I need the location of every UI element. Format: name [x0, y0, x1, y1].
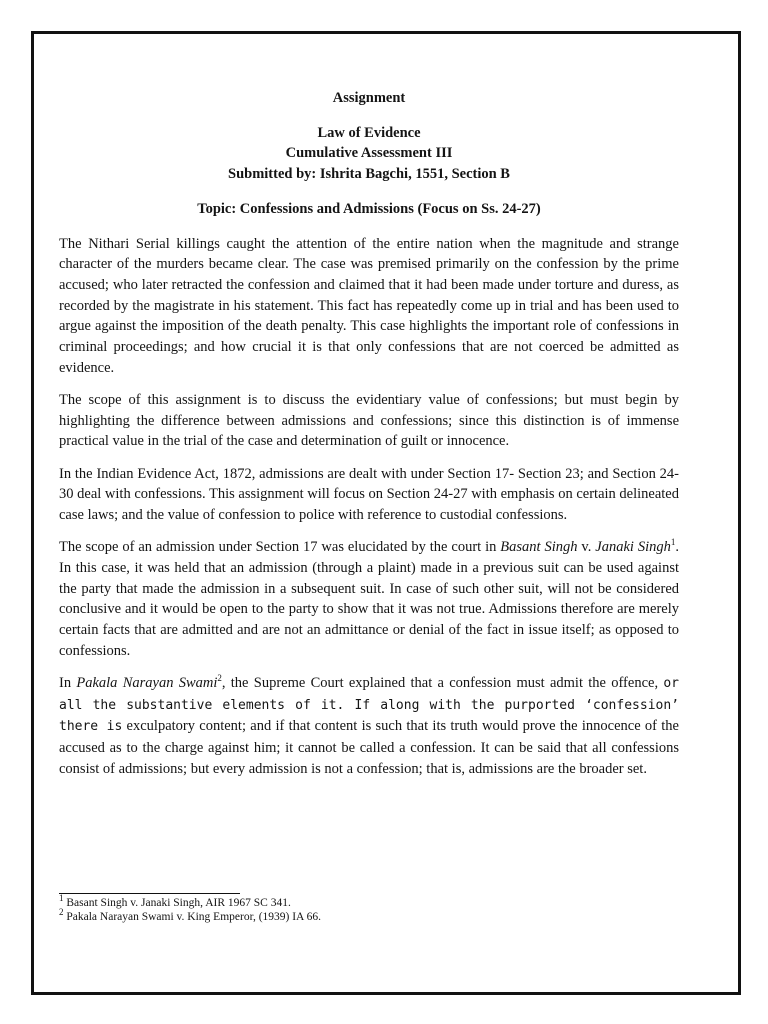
text-run: The scope of an admission under Section 17 was elucidated by the court in [59, 539, 501, 556]
case-name-basant: Basant Singh [500, 539, 578, 556]
paragraph-scope: The scope of this assignment is to discuss the evidentiary value of confessions; but must begin by highlighting the difference between admissions and confessions; since this distinction is of immense practical value in the trial of the case and determination of guilt or innocence. [59, 391, 679, 450]
footnote-ref-1[interactable]: 1 [670, 537, 676, 548]
text-run: exculpatory content; and if that content is such that its truth would prove the innocence of the accused as to the charge against him; it cannot be called a confession. It can be said that all confessions consist of admissions; but every admission is not a confession; that is, admissions are the broader set. [59, 718, 679, 777]
footnote-divider [59, 893, 240, 894]
footnote-1 [59, 893, 679, 910]
footnote-ref-2[interactable]: 2 [217, 673, 222, 684]
topic-heading: Topic: Confessions and Admissions (Focus on Ss. 24-27) [197, 200, 541, 217]
footnotes [59, 893, 679, 924]
title-block [59, 123, 679, 185]
paragraph-confession [59, 673, 679, 780]
case-name-pakala: Pakala Narayan Swami [76, 674, 218, 691]
assignment-heading: Assignment [332, 90, 406, 106]
footnote-number: 2 [59, 907, 64, 918]
footnote-number: 1 [59, 893, 64, 904]
case-name-janaki: Janaki Singh [595, 539, 671, 556]
paragraph-admission [59, 537, 679, 661]
footnote-2 [59, 907, 679, 924]
text-run: v. [577, 539, 596, 556]
paragraph-intro: The Nithari Serial killings caught the attention of the entire nation when the magnitude and strange character of the murders became clear. The case was premised primarily on the confession by the prime accused; who later retracted the confession and claimed that it had been made under torture and duress, as recorded by the magistrate in his statement. This fact has repeatedly come up in trial and has been used to argue against the imposition of the death penalty. This case highlights the important role of confessions in criminal proceedings; and how crucial it is that only confessions that are not coerced be admitted as evidence. [59, 235, 679, 376]
text-run: , the Supreme Court explained that a confession must admit the offence, [221, 674, 664, 691]
paragraph-sections: In the Indian Evidence Act, 1872, admissions are dealt with under Section 17- Section 23; and Section 24-30 deal with confessions. This assignment will focus on Section 24-27 with emphasis on certain delineated case laws; and the value of confession to police with reference to custodial confessions. [59, 465, 679, 523]
text-run-typewriter: or all the substantive elements of it. If along with the purported ‘confession’ there is [59, 675, 679, 735]
subject-title: Law of Evidence [317, 124, 421, 141]
assessment-title: Cumulative Assessment III [285, 145, 453, 162]
footnote-text: Pakala Narayan Swami v. King Emperor, (1939) IA 66. [63, 911, 321, 923]
document-body [59, 88, 679, 791]
text-run: . In this case, it was held that an admission (through a plaint) made in a previous suit can be used against the party that made the admission in a subsequent suit. In case of such other suit, will not be considered conclusive and it would be open to the party to show that it was not true. Admissions therefore are merely certain facts that are admitted and are not an admittance or denial of the fact in issue itself; as opposed to confessions. [59, 539, 679, 659]
text-run: In [59, 674, 77, 691]
footnote-text: Basant Singh v. Janaki Singh, AIR 1967 SC 341. [63, 897, 291, 909]
submitted-by: Submitted by: Ishrita Bagchi, 1551, Section B [228, 166, 510, 183]
